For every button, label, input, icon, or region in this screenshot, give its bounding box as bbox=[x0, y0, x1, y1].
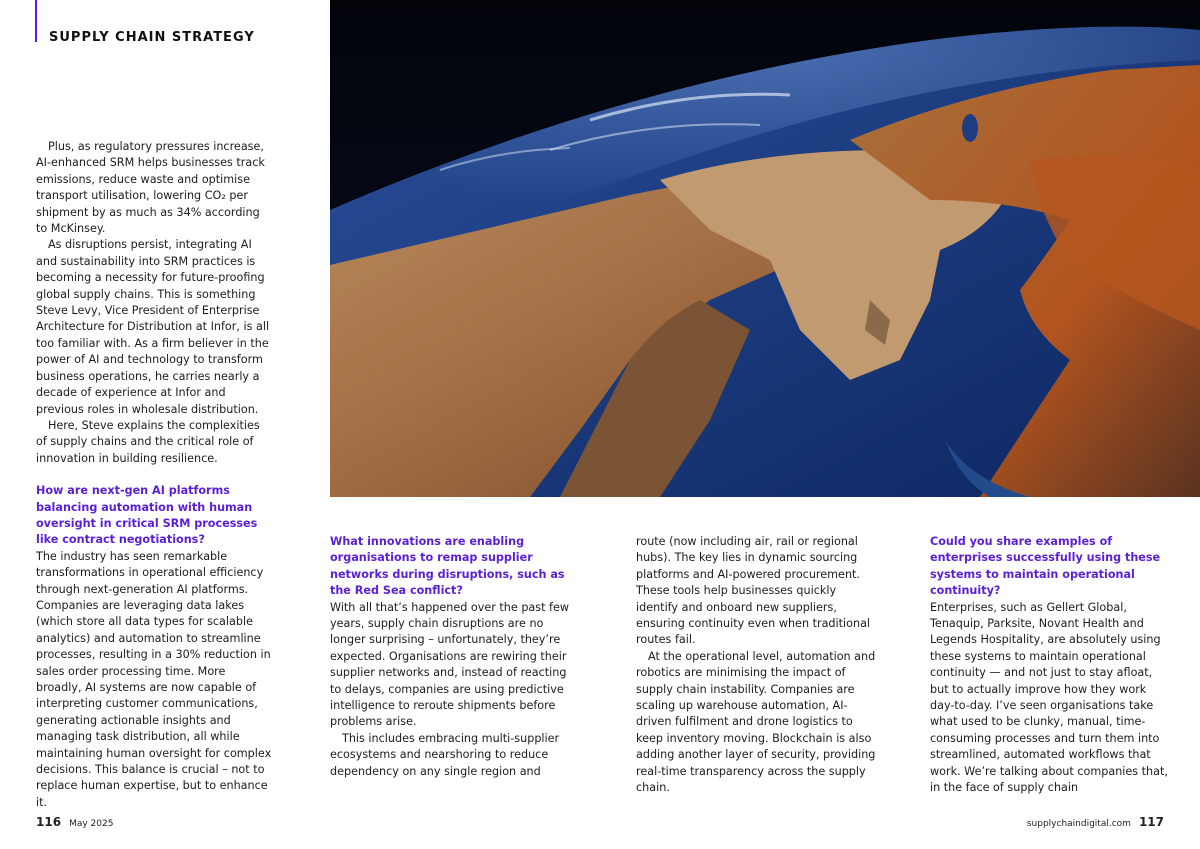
column-2 bbox=[330, 534, 570, 780]
column-4 bbox=[930, 534, 1170, 797]
section-title: SUPPLY CHAIN STRATEGY bbox=[49, 30, 255, 45]
paragraph: route (now including air, rail or regional hubs). The key lies in dynamic sourcing platforms and AI-powered procurement. These tools help businesses quickly identify and onboard new suppliers, ensuring continuity even when traditional routes fail. bbox=[636, 535, 871, 647]
paragraph: This includes embracing multi-supplier ecosystems and nearshoring to reduce dependency on any single region and bbox=[330, 731, 560, 778]
satellite-photo bbox=[330, 0, 1200, 497]
satellite-photo-svg bbox=[330, 0, 1200, 497]
footer-left bbox=[36, 815, 113, 829]
footer-right bbox=[1027, 815, 1164, 829]
paragraph: With all that’s happened over the past few years, supply chain disruptions are no longer surprising – unfortunately, they’re expected. Organisations are rewiring their supplier networks and, instead of reacting to delays, companies are using predictive intelligence to reroute shipments before problems arise. bbox=[330, 600, 570, 729]
issue-date: May 2025 bbox=[69, 819, 114, 829]
paragraph: Enterprises, such as Gellert Global, Tenaquip, Parksite, Novant Health and Legends Hospitality, are absolutely using these systems to maintain operational continuity — and not just to stay afloat, but to actually improve how they work day-to-day. I’ve seen organisations take what used to be clunky, manual, time-consuming processes and turn them into streamlined, automated workflows that work. We’re talking about companies that, in the face of supply chain bbox=[930, 600, 1168, 795]
paragraph: As disruptions persist, integrating AI and sustainability into SRM practices is becoming a necessity for future-proofing global supply chains. This is something Steve Levy, Vice President of Enterprise Architecture for Distribution at Infor, is all too familiar with. As a firm believer in the power of AI and technology to transform business operations, he carries nearly a decade of experience at Infor and previous roles in wholesale distribution. bbox=[36, 238, 270, 416]
paragraph: Plus, as regulatory pressures increase, AI-enhanced SRM helps businesses track emissions, reduce waste and optimise transport utilisation, lowering CO₂ per shipment by as much as 34% according to McKinsey. bbox=[36, 140, 265, 236]
paragraph: Here, Steve explains the complexities of supply chains and the critical role of innovation in building resilience. bbox=[36, 418, 260, 465]
question-heading: Could you share examples of enterprises successfully using these systems to maintain operational continuity? bbox=[930, 535, 1161, 598]
column-3 bbox=[636, 534, 876, 797]
page-number-right: 117 bbox=[1138, 815, 1164, 829]
page-number-left: 116 bbox=[36, 815, 62, 829]
column-1 bbox=[36, 139, 272, 811]
website-link[interactable]: supplychaindigital.com bbox=[1026, 819, 1131, 829]
section-rule bbox=[35, 0, 37, 42]
question-heading: How are next-gen AI platforms balancing automation with human oversight in critical SRM processes like contract negotiations? bbox=[36, 484, 258, 547]
paragraph: The industry has seen remarkable transformations in operational efficiency through next-generation AI platforms. Companies are leveraging data lakes (which store all data types for scalable analytics) and automation to streamline processes, resulting in a 30% reduction in sales order processing time. More broadly, AI systems are now capable of interpreting customer communications, generating actionable insights and managing task distribution, all while maintaining human oversight for complex decisions. This balance is crucial – not to replace human expertise, but to enhance it. bbox=[36, 549, 272, 809]
question-heading: What innovations are enabling organisations to remap supplier networks during disruptions, such as the Red Sea conflict? bbox=[330, 535, 565, 598]
paragraph: At the operational level, automation and robotics are minimising the impact of supply chain instability. Companies are scaling up warehouse automation, AI-driven fulfilment and drone logistics to keep inventory moving. Blockchain is also adding another layer of security, providing real-time transparency across the supply chain. bbox=[636, 649, 876, 795]
